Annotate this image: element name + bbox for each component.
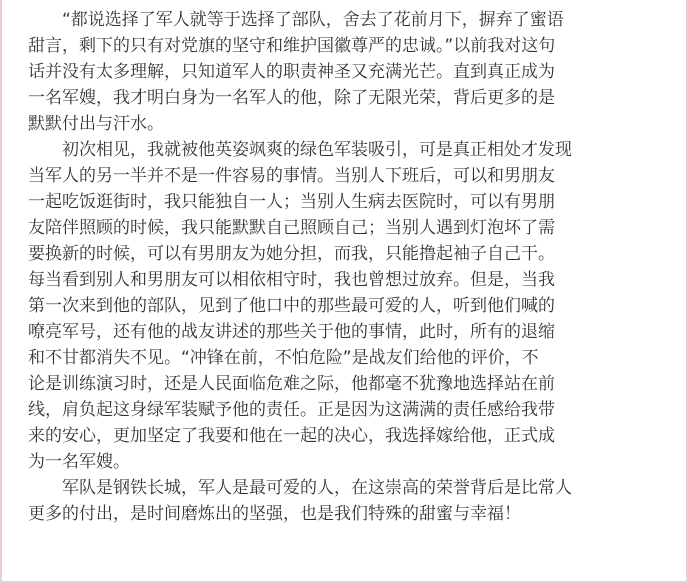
paragraph-2-line-10: 论是训练演习时，还是人民面临危难之际，他都毫不犹豫地选择站在前 — [28, 374, 555, 394]
paragraph-1-line-2: 甜言，剩下的只有对党旗的坚守和维护国徽尊严的忠诚。”以前我对这句 — [28, 36, 556, 56]
paragraph-2-line-12: 来的安心，更加坚定了我要和他在一起的决心，我选择嫁给他，正式成 — [28, 426, 555, 446]
paragraph-3-line-2: 更多的付出，是时间磨炼出的坚强，也是我们特殊的甜蜜与幸福！ — [28, 504, 521, 524]
paragraph-2-line-11: 线，肩负起这身绿军装赋予他的责任。正是因为这满满的责任感给我带 — [28, 400, 555, 420]
paragraph-1-line-1: “都说选择了军人就等于选择了部队，舍去了花前月下，摒弃了蜜语 — [62, 10, 564, 30]
paragraph-2-line-5: 要换新的时候，可以有男朋友为她分担，而我，只能撸起袖子自己干。 — [28, 244, 555, 264]
paragraph-2-line-9: 和不甘都消失不见。“冲锋在前，不怕危险”是战友们给他的评价，不 — [28, 348, 539, 368]
paragraph-2-line-6: 每当看到别人和男朋友可以相依相守时，我也曾想过放弃。但是，当我 — [28, 270, 555, 290]
paragraph-1-line-5: 默默付出与汗水。 — [28, 114, 164, 134]
paragraph-2-line-13: 为一名军嫂。 — [28, 452, 130, 472]
paragraph-1-line-4: 一名军嫂，我才明白身为一名军人的他，除了无限光荣，背后更多的是 — [28, 88, 555, 108]
paragraph-2-line-8: 嘹亮军号，还有他的战友讲述的那些关于他的事情，此时，所有的退缩 — [28, 322, 555, 342]
article-body — [2, 7, 686, 527]
paragraph-3-line-1: 军队是钢铁长城，军人是最可爱的人，在这崇高的荣誉背后是比常人 — [62, 478, 572, 498]
paragraph-2-line-1: 初次相见，我就被他英姿飒爽的绿色军装吸引，可是真正相处才发现 — [62, 140, 572, 160]
paragraph-2-line-4: 友陪伴照顾的时候，我只能默默自己照顾自己；当别人遇到灯泡坏了需 — [28, 218, 555, 238]
paragraph-1-line-3: 话并没有太多理解，只知道军人的职责神圣又充满光芒。直到真正成为 — [28, 62, 555, 82]
paragraph-2-line-3: 一起吃饭逛街时，我只能独自一人；当别人生病去医院时，可以有男朋 — [28, 192, 555, 212]
paragraph-2-line-7: 第一次来到他的部队，见到了他口中的那些最可爱的人，听到他们喊的 — [28, 296, 555, 316]
paragraph-2-line-2: 当军人的另一半并不是一件容易的事情。当别人下班后，可以和男朋友 — [28, 166, 555, 186]
